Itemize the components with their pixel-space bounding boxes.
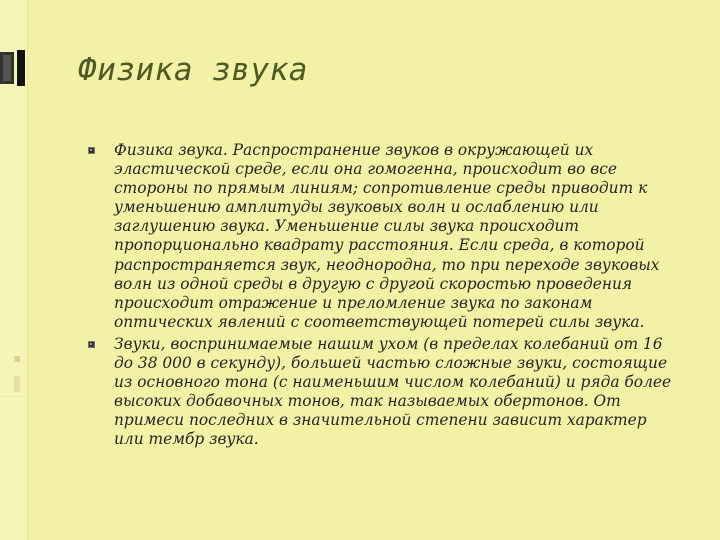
bullet-list: [88, 141, 678, 453]
slide-title: Физика звука: [78, 52, 308, 88]
title-marker-left: [0, 52, 14, 84]
bullet-text-1: Физика звука. Распространение звуков в окружающей их эластической среде, если она гомогенна, происходит во все стороны по прямым линиям; сопротивление среды приводит к уменьшению амплитуды звуковых волн и ослаблению или заглушению звука. Уменьшение силы звука происходит пропорционально квадрату расстояния. Если среда, в которой распространяется звук, неоднородна, то при переходе звуковых волн из одной среды в другую с другой скоростью проведения происходит отражение и преломление звука по законам оптических явлений с соответствующей потерей силы звука.: [114, 141, 660, 331]
side-decoration-bar: [14, 376, 20, 392]
bullet-item-2: [88, 335, 678, 450]
bullet-item-1: [88, 141, 678, 332]
slide-left-divider: [27, 0, 28, 540]
side-decoration-line: [0, 396, 27, 397]
bullet-text-2: Звуки, воспринимаемые нашим ухом (в пределах колебаний от 16 до 38 000 в секунду), большей частью сложные звуки, состоящие из основного тона (с наименьшим числом колебаний) и ряда более высоких добавочных тонов, так называемых обертонов. От примеси последних в значительной степени зависит характер или тембр звука.: [114, 334, 672, 449]
title-marker-right: [17, 50, 25, 86]
bullet-square-icon: [88, 147, 95, 154]
side-decoration-square: [14, 356, 20, 362]
bullet-square-icon: [88, 341, 95, 348]
